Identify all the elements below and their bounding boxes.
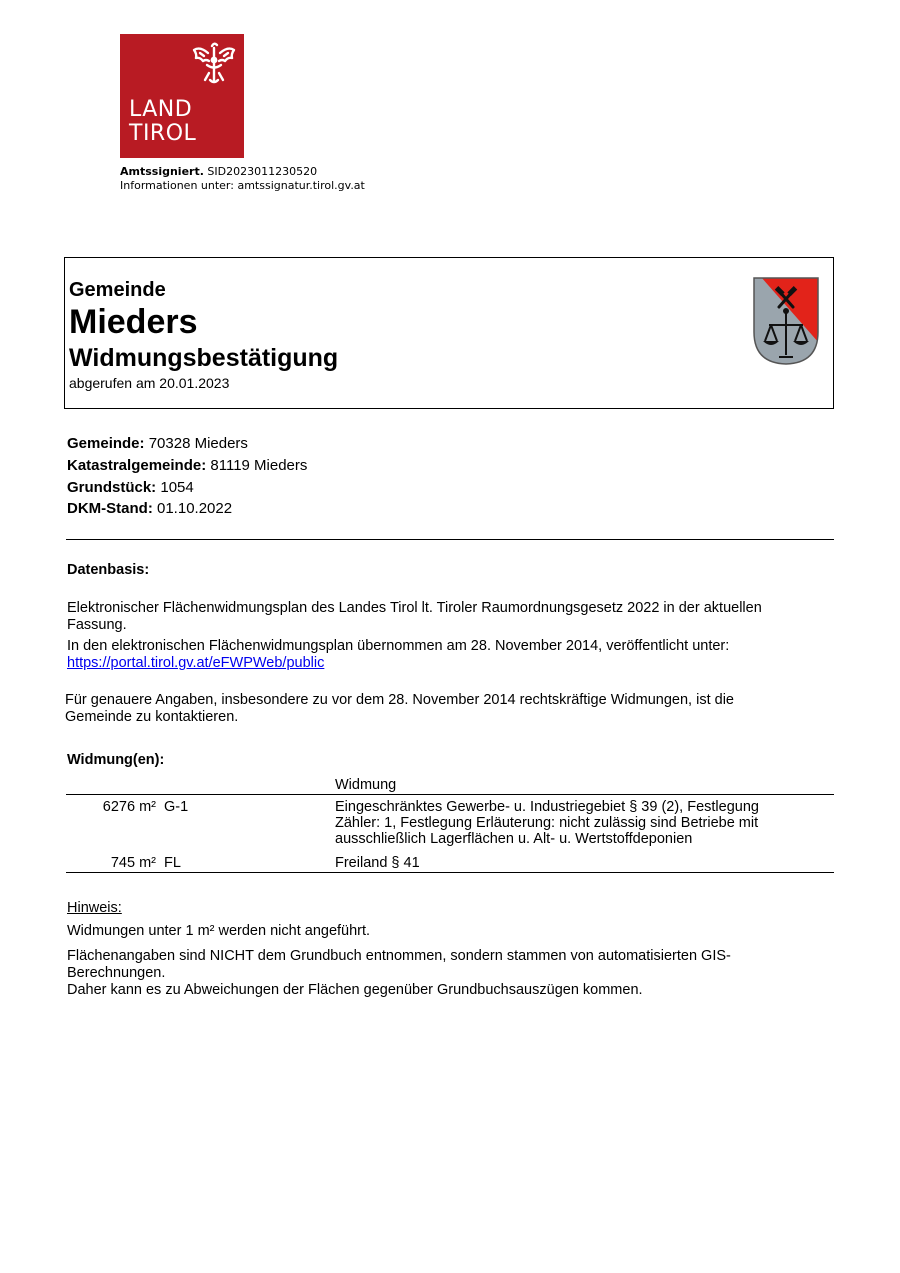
desc-line: Zähler: 1, Festlegung Erläuterung: nicht zulässig sind Betriebe mit <box>335 815 759 831</box>
info-label: DKM-Stand: <box>67 500 153 517</box>
info-katastralgemeinde <box>67 457 307 474</box>
info-value: 1054 <box>160 479 194 496</box>
hinweis-para <box>67 948 731 999</box>
info-value: 01.10.2022 <box>157 500 233 517</box>
info-label: Grundstück: <box>67 479 157 496</box>
mieders-crest-icon <box>753 277 819 365</box>
text-line: Gemeinde zu kontaktieren. <box>65 709 239 725</box>
area-cell: 6276 m² <box>102 799 156 815</box>
hinweis-line: Widmungen unter 1 m² werden nicht angeführt. <box>67 923 371 939</box>
info-label: Katastralgemeinde: <box>67 457 207 474</box>
tirol-eagle-icon <box>190 40 238 86</box>
info-value: 81119 Mieders <box>210 457 308 474</box>
header-box <box>64 257 834 409</box>
widmungen-heading: Widmung(en): <box>67 752 165 768</box>
info-value: 70328 Mieders <box>148 435 248 452</box>
logo-line-land: LAND <box>129 97 193 122</box>
desc-line: Eingeschränktes Gewerbe- u. Industriegebiet § 39 (2), Festlegung <box>335 799 759 815</box>
gemeinde-name: Mieders <box>69 303 198 341</box>
table-row <box>66 799 834 849</box>
area-cell: 745 m² <box>110 855 156 871</box>
divider <box>66 539 834 540</box>
text-line: Elektronischer Flächenwidmungsplan des Landes Tirol lt. Tiroler Raumordnungsgesetz 2022 in der aktuellen <box>67 600 762 616</box>
datenbasis-para-2 <box>67 638 729 672</box>
info-label: Gemeinde: <box>67 435 145 452</box>
desc-cell <box>335 855 420 871</box>
datenbasis-para-3 <box>65 692 734 726</box>
text-line: Berechnungen. <box>67 965 166 981</box>
info-grundstueck <box>67 479 194 496</box>
table-header-rule <box>66 794 834 795</box>
land-tirol-logo <box>120 34 244 158</box>
datenbasis-para-1 <box>67 600 762 634</box>
text-line: Fassung. <box>67 617 127 633</box>
signature-id: SID2023011230520 <box>207 165 318 178</box>
text-line: Daher kann es zu Abweichungen der Flächen gegenüber Grundbuchsauszügen kommen. <box>67 982 643 998</box>
code-cell: FL <box>164 855 181 871</box>
signature-label: Amtssigniert. <box>120 165 204 178</box>
desc-line: Freiland § 41 <box>335 855 420 871</box>
logo-text <box>129 98 196 146</box>
desc-cell <box>335 799 759 847</box>
code-cell: G-1 <box>164 799 189 815</box>
retrieved-date: abgerufen am 20.01.2023 <box>69 375 230 391</box>
logo-line-tirol: TIROL <box>129 121 197 146</box>
datenbasis-heading: Datenbasis: <box>67 562 150 578</box>
column-header-widmung: Widmung <box>335 777 397 793</box>
text-line: Für genauere Angaben, insbesondere zu vor dem 28. November 2014 rechtskräftige Widmungen, ist die <box>65 692 734 708</box>
table-bottom-rule <box>66 872 834 873</box>
info-gemeinde <box>67 435 248 452</box>
text-line: In den elektronischen Flächenwidmungsplan übernommen am 28. November 2014, veröffentlicht unter: <box>67 638 730 654</box>
document-title: Widmungsbestätigung <box>69 344 339 372</box>
portal-link[interactable]: https://portal.tirol.gv.at/eFWPWeb/public <box>67 655 325 671</box>
hinweis-heading: Hinweis: <box>67 900 122 916</box>
info-dkm-stand <box>67 500 232 517</box>
gemeinde-label: Gemeinde <box>69 279 166 301</box>
signature-note <box>120 165 365 193</box>
table-row <box>66 855 834 871</box>
signature-info: Informationen unter: amtssignatur.tirol.gv.at <box>120 179 365 192</box>
text-line: Flächenangaben sind NICHT dem Grundbuch entnommen, sondern stammen von automatisierten GIS- <box>67 948 731 964</box>
desc-line: ausschließlich Lagerflächen u. Alt- u. Wertstoffdeponien <box>335 831 693 847</box>
